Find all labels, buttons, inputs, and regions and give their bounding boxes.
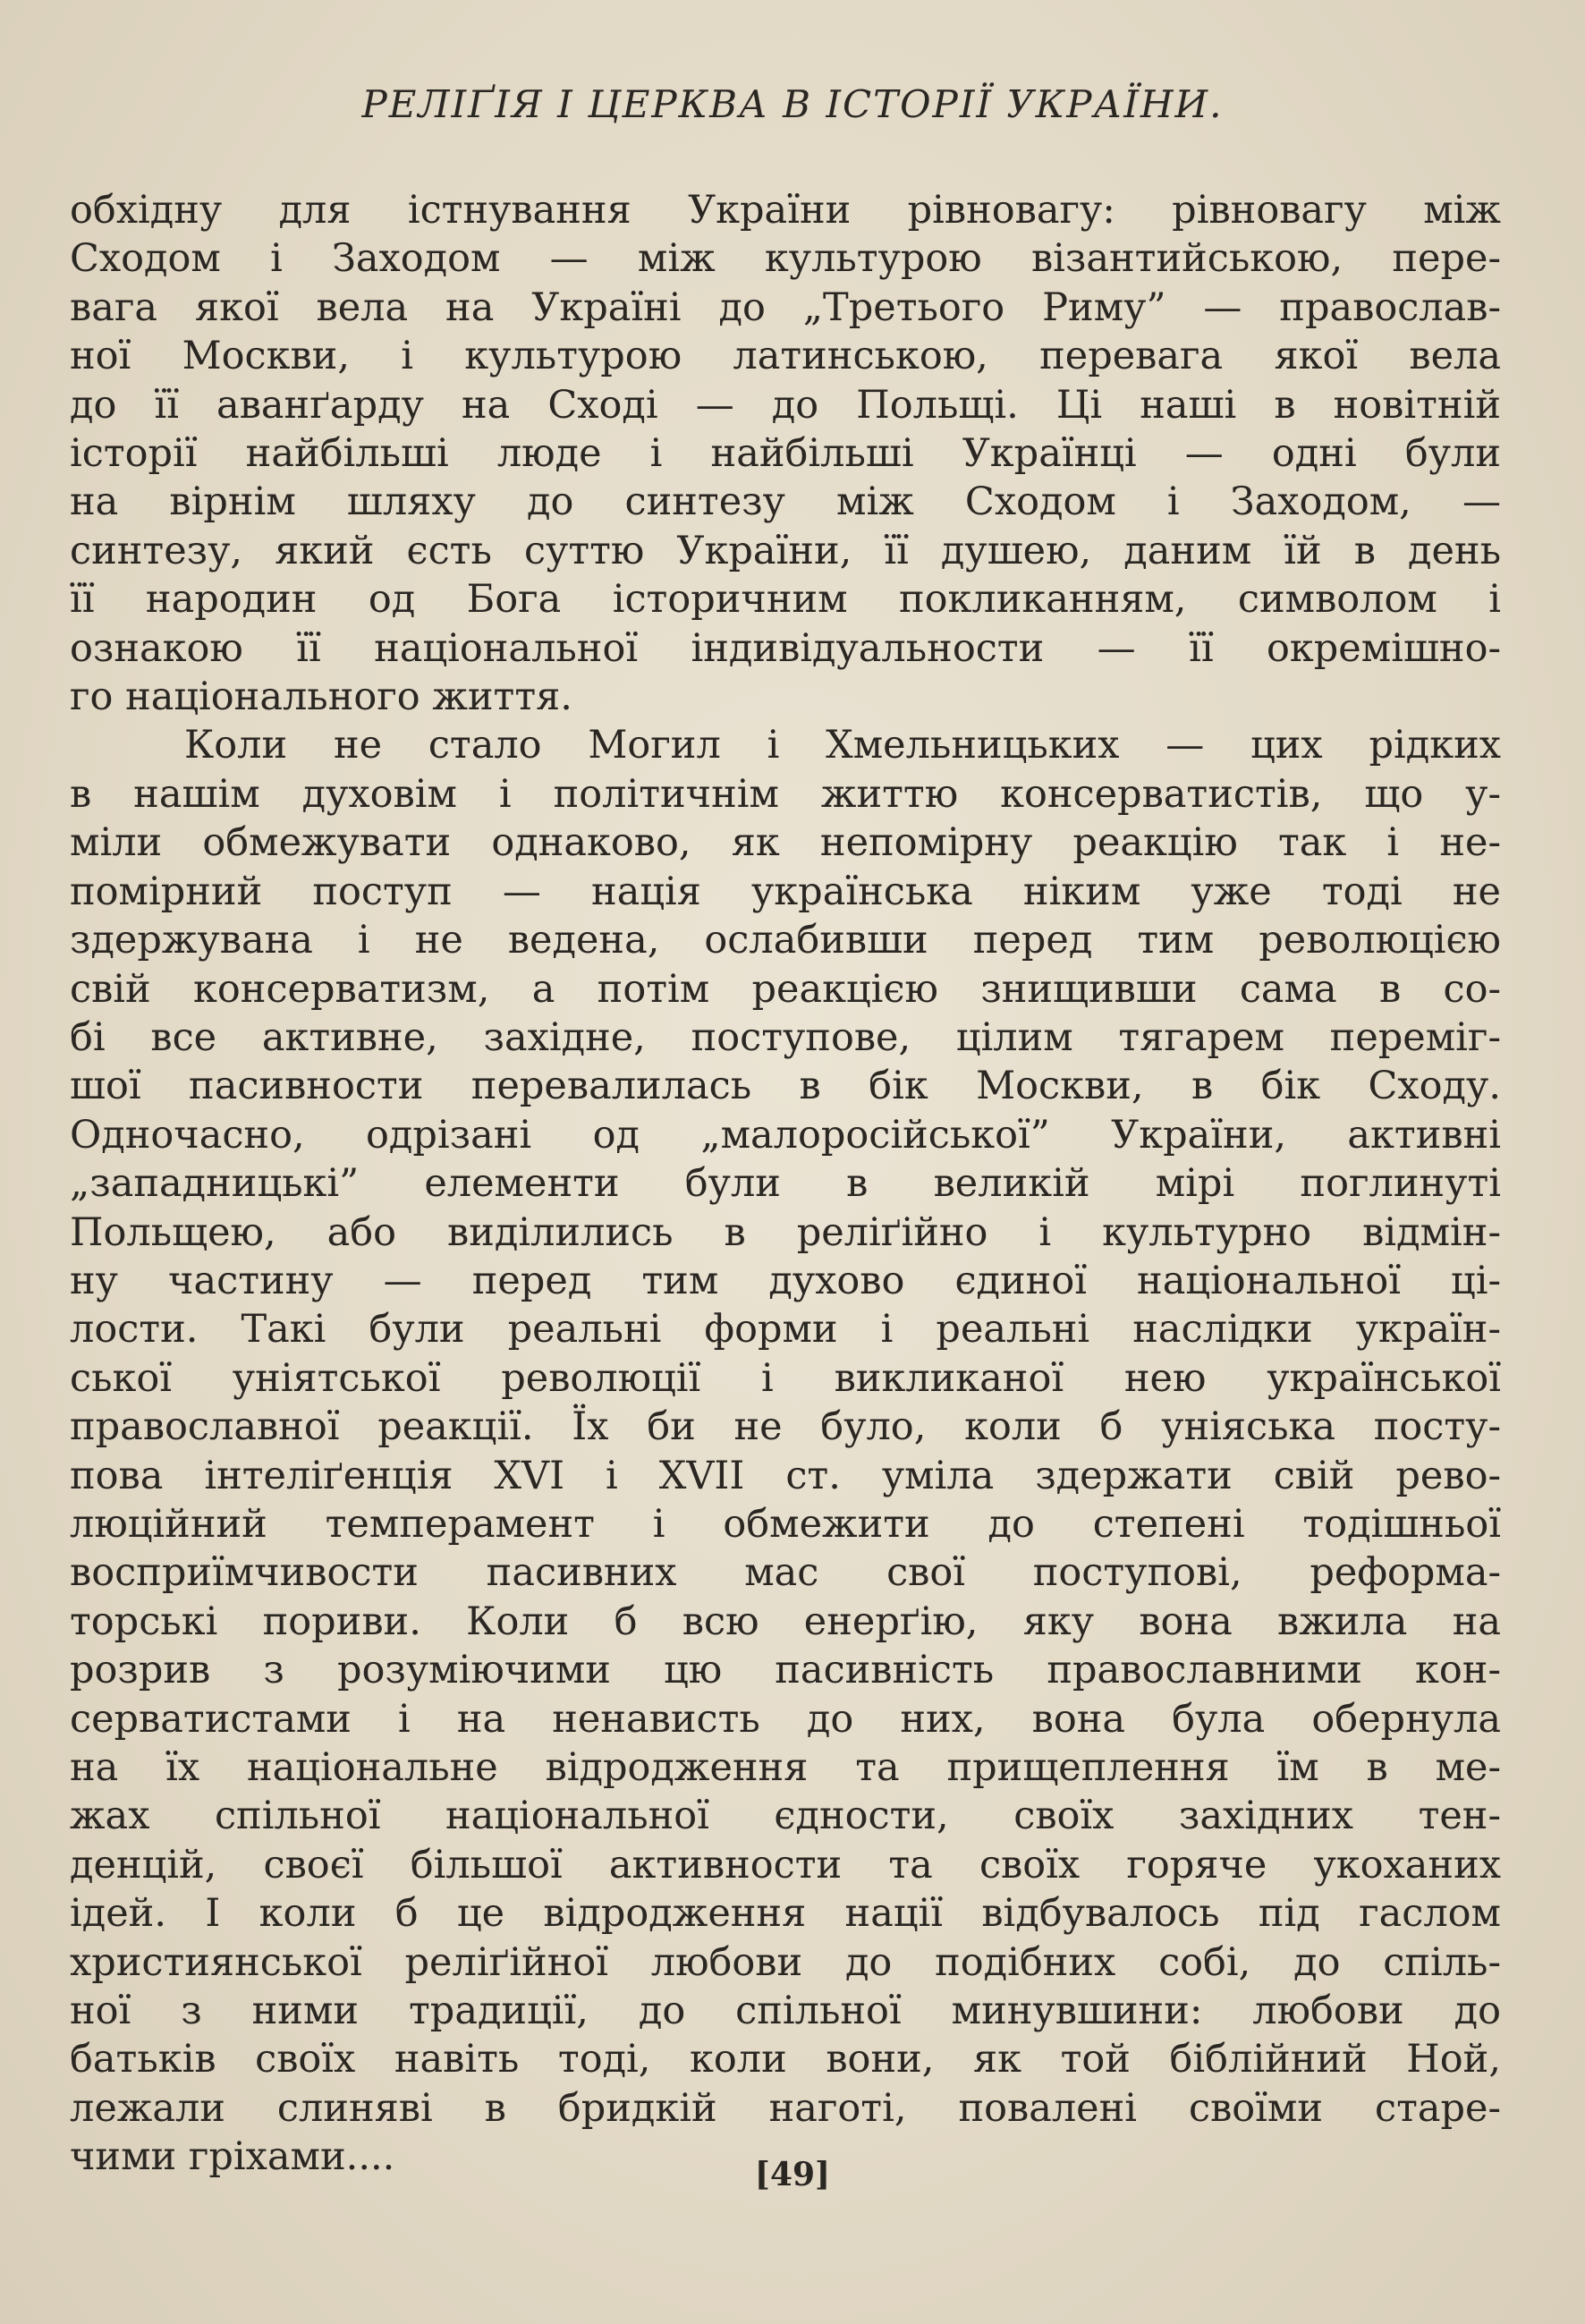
text-line: лости. Такі були реальні форми і реальні наслідки україн- <box>70 1307 1501 1353</box>
text-line: розрив з розуміючими цю пасивність православними кон- <box>70 1648 1501 1693</box>
text-line: жах спільної національної єдности, своїх західних тен- <box>70 1794 1501 1839</box>
text-line: чими гріхами.... <box>70 2134 395 2180</box>
text-line: ської уніятської революції і викликаної нею української <box>70 1355 1501 1401</box>
text-line: Одночасно, одрізані од „малоросійської” України, активні <box>70 1112 1501 1158</box>
text-line: Коли не стало Могил і Хмельницьких — цих рідких <box>184 723 1501 768</box>
text-line: православної реакції. Їх би не було, коли б уніяська посту- <box>70 1404 1501 1450</box>
text-line: до її аванґарду на Сході — до Польщі. Ці наші в новітній <box>70 382 1501 428</box>
text-line: „западницькі” елементи були в великій мірі поглинуті <box>70 1161 1501 1207</box>
text-line: історії найбільші люде і найбільші Українці — одні були <box>70 431 1501 477</box>
text-line: міли обмежувати однаково, як непомірну реакцію так і не- <box>70 820 1501 866</box>
text-line: Польщею, або виділились в реліґійно і культурно відмін- <box>70 1209 1501 1255</box>
text-line: ної Москви, і культурою латинською, перевага якої вела <box>70 334 1501 379</box>
text-line: обхідну для істнування України рівновагу: рівновагу між <box>70 188 1501 233</box>
text-line: ознакою її національної індивідуальности — її окремішно- <box>70 625 1501 671</box>
text-line: свій консерватизм, а потім реакцією знищивши сама в со- <box>70 966 1501 1012</box>
page-number: [49] <box>754 2156 831 2193</box>
text-line: серватистами і на ненависть до них, вона була обернула <box>70 1696 1501 1742</box>
text-line: бі все активне, західне, поступове, цілим тягарем переміг- <box>70 1014 1501 1060</box>
text-line: синтезу, який єсть суттю України, її душею, даним їй в день <box>70 528 1501 573</box>
text-line: лежали слиняві в бридкій наготі, повалені своїми старе- <box>70 2085 1501 2131</box>
text-line: пова інтеліґенція XVI і XVII ст. уміла здержати свій рево- <box>70 1453 1501 1498</box>
text-line: помірний поступ — нація українська ніким уже тоді не <box>70 869 1501 914</box>
paragraph <box>70 721 1501 2181</box>
text-line: ну частину — перед тим духово єдиної національної ці- <box>70 1258 1501 1303</box>
text-line: на вірнім шляху до синтезу між Сходом і Заходом, — <box>70 479 1501 525</box>
text-line: її народин од Бога історичним покликанням, символом і <box>70 577 1501 623</box>
text-line: торські пориви. Коли б всю енерґію, яку вона вжила на <box>70 1599 1501 1644</box>
text-line: християнської реліґійної любови до подібних собі, до спіль- <box>70 1939 1501 1985</box>
text-line: здержувана і не ведена, ослабивши перед тим революцією <box>70 918 1501 963</box>
running-head: РЕЛІҐІЯ І ЦЕРКВА В ІСТОРІЇ УКРАЇНИ. <box>361 82 1224 126</box>
text-line: денцій, своєї більшої активности та своїх горяче укоханих <box>70 1842 1501 1887</box>
text-line: ідей. І коли б це відродження нації відбувалось під гаслом <box>70 1891 1501 1937</box>
text-line: шої пасивности перевалилась в бік Москви, в бік Сходу. <box>70 1064 1501 1109</box>
text-line: Сходом і Заходом — між культурою візантийською, пере- <box>70 236 1501 282</box>
body-text <box>70 186 1501 2182</box>
text-line: вага якої вела на Україні до „Третього Риму” — православ- <box>70 284 1501 330</box>
text-line: восприїмчивости пасивних мас свої поступові, реформа- <box>70 1550 1501 1596</box>
text-line: го національного життя. <box>70 674 572 720</box>
text-line: батьків своїх навіть тоді, коли вони, як той біблійний Ной, <box>70 2037 1501 2082</box>
text-line: люційний темперамент і обмежити до степені тодішньої <box>70 1501 1501 1547</box>
text-line: ної з ними традиції, до спільної минувшини: любови до <box>70 1989 1501 2034</box>
paragraph <box>70 186 1501 721</box>
text-line: в нашім духовім і політичнім життю консерватистів, що у- <box>70 771 1501 817</box>
text-line: на їх національне відродження та прищеплення їм в ме- <box>70 1745 1501 1790</box>
